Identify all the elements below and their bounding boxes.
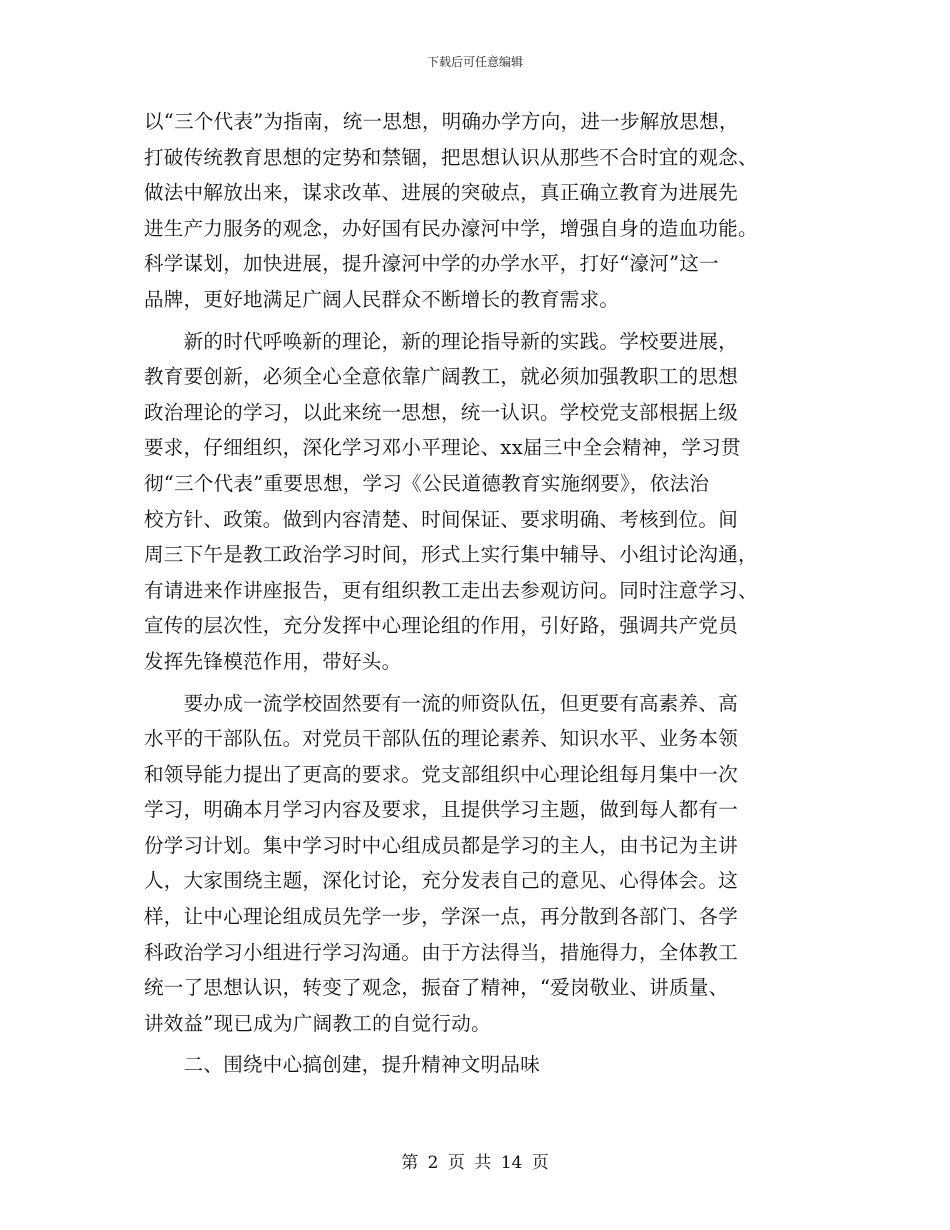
text-line: 教育要创新，必须全心全意依靠广阔教工，就必须加强教职工的思想 bbox=[144, 365, 739, 389]
text-line: 新的时代呼唤新的理论，新的理论指导新的实践。学校要进展， bbox=[144, 329, 739, 353]
text-line: 学习，明确本月学习内容及要求，且提供学习主题，做到每人都有一 bbox=[144, 798, 739, 822]
section-heading bbox=[144, 1047, 804, 1083]
text-line: 校方针、政策。做到内容清楚、时间保证、要求明确、考核到位。间 bbox=[144, 507, 739, 531]
text-line: 要办成一流学校固然要有一流的师资队伍，但更要有高素养、高 bbox=[144, 691, 739, 715]
header-note: 下载后可任意编辑 bbox=[426, 55, 523, 69]
text-line: 科政治学习小组进行学习沟通。由于方法得当，措施得力，全体教工 bbox=[144, 940, 739, 964]
text-line: 以“三个代表”为指南，统一思想，明确办学方向，进一步解放思想， bbox=[144, 110, 739, 133]
section-heading-text: 二、围绕中心搞创建，提升精神文明品味 bbox=[144, 1053, 541, 1077]
text-line: 要求，仔细组织，深化学习邓小平理论、xx届三中全会精神，学习贯 bbox=[144, 436, 741, 460]
text-line: 宣传的层次性，充分发挥中心理论组的作用，引好路，强调共产党员 bbox=[144, 614, 739, 638]
text-line: 周三下午是教工政治学习时间，形式上实行集中辅导、小组讨论沟通， bbox=[144, 543, 758, 567]
document-body bbox=[144, 104, 804, 1083]
text-line: 样，让中心理论组成员先学一步，学深一点，再分散到各部门、各学 bbox=[144, 905, 739, 929]
page-number: 第 2 页 共 14 页 bbox=[401, 1153, 549, 1173]
text-line: 进生产力服务的观念，办好国有民办濠河中学，增强自身的造血功能。 bbox=[144, 216, 758, 240]
text-line: 发挥先锋模范作用，带好头。 bbox=[144, 649, 402, 673]
paragraph-2 bbox=[144, 324, 804, 680]
text-line: 人，大家围绕主题，深化讨论，充分发表自己的意见、心得体会。这 bbox=[144, 869, 739, 893]
text-line: 份学习计划。集中学习时中心组成员都是学习的主人，由书记为主讲 bbox=[144, 833, 739, 857]
text-line: 统一了思想认识，转变了观念，振奋了精神，“爱岗敬业、讲质量、 bbox=[144, 976, 729, 1000]
paragraph-1 bbox=[144, 104, 804, 318]
text-line: 彻“三个代表”重要思想，学习《公民道德教育实施纲要》，依法治 bbox=[144, 471, 710, 495]
paragraph-3 bbox=[144, 686, 804, 1042]
text-line: 讲效益”现已成为广阔教工的自觉行动。 bbox=[144, 1011, 491, 1035]
text-line: 做法中解放出来，谋求改革、进展的突破点，真正确立教育为进展先 bbox=[144, 181, 739, 205]
text-line: 和领导能力提出了更高的要求。党支部组织中心理论组每月集中一次 bbox=[144, 762, 739, 786]
text-line: 打破传统教育思想的定势和禁锢，把思想认识从那些不合时宜的观念、 bbox=[144, 145, 758, 169]
text-line: 科学谋划，加快进展，提升濠河中学的办学水平，打好“濠河”这一 bbox=[144, 252, 719, 276]
text-line: 水平的干部队伍。对党员干部队伍的理论素养、知识水平、业务本领 bbox=[144, 727, 739, 751]
text-line: 品牌，更好地满足广阔人民群众不断增长的教育需求。 bbox=[144, 287, 620, 311]
text-line: 有请进来作讲座报告，更有组织教工走出去参观访问。同时注意学习、 bbox=[144, 578, 758, 602]
text-line: 政治理论的学习，以此来统一思想，统一认识。学校党支部根据上级 bbox=[144, 400, 739, 424]
